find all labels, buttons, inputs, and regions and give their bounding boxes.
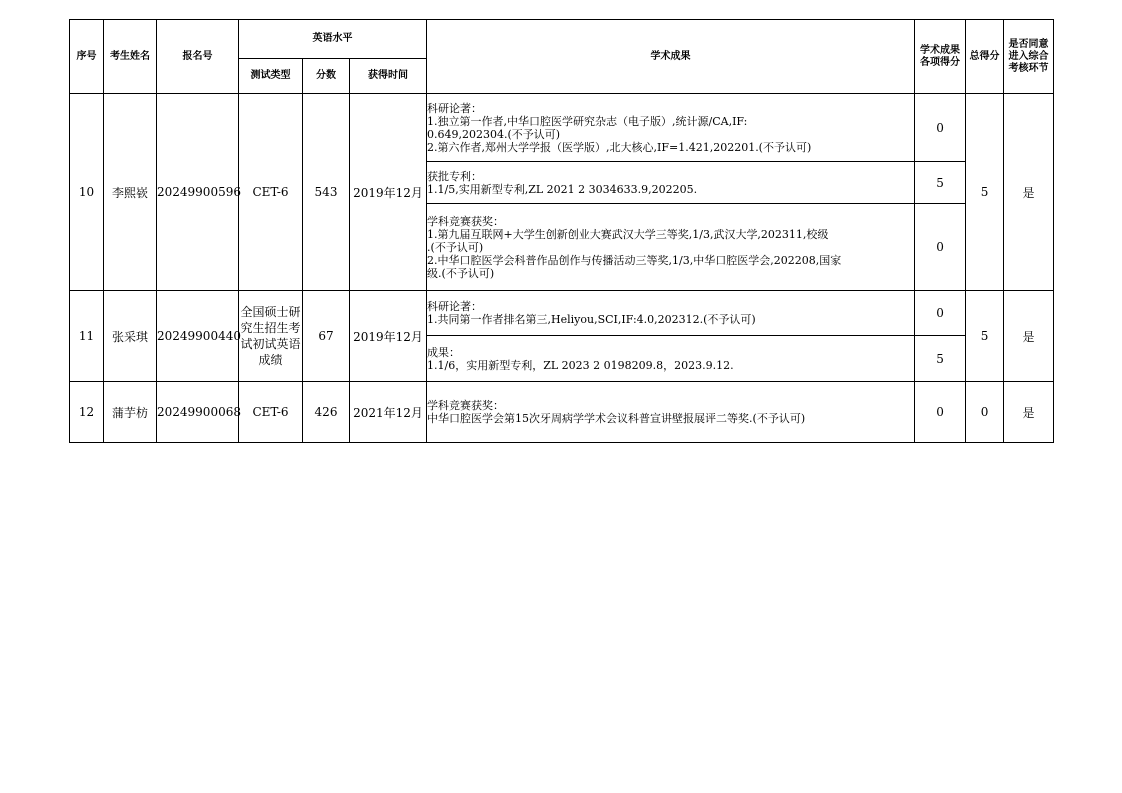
header-obtained-time: 获得时间 [350, 59, 427, 94]
header-english-level: 英语水平 [239, 20, 427, 59]
header-agree-line: 进入综合 [1008, 50, 1049, 62]
achievement-line: 级.(不予认可) [427, 266, 495, 280]
cell-achievement [427, 94, 915, 162]
results-table [69, 19, 1054, 443]
achievement-line: 2.中华口腔医学会科普作品创作与传播活动三等奖,1/3,中华口腔医学会,202208,国家 [427, 253, 842, 267]
cell-score: 426 [303, 382, 350, 443]
cell-achievement [427, 291, 915, 336]
cell-achievement [427, 204, 915, 291]
achievement-line: 1.1/6，实用新型专利，ZL 2023 2 0198209.8，2023.9.12. [427, 358, 734, 372]
cell-reg-no: 20249900068 [157, 382, 239, 443]
cell-reg-no: 20249900440 [157, 291, 239, 382]
header-total: 总得分 [966, 20, 1004, 94]
cell-achievement [427, 336, 915, 382]
header-test-type: 测试类型 [239, 59, 303, 94]
cell-item-score: 5 [915, 162, 966, 204]
cell-obtained-time: 2019年12月 [350, 94, 427, 291]
achievement-line: 获批专利： [427, 169, 483, 183]
cell-agree: 是 [1004, 382, 1054, 443]
achievement-line: 科研论著： [427, 300, 483, 313]
cell-test-type: CET-6 [239, 94, 303, 291]
achievement-line: 成果： [427, 345, 461, 359]
achievement-line: 1.独立第一作者,中华口腔医学研究杂志（电子版）,统计源/CA,IF: [427, 114, 748, 128]
achievement-line: 2.第六作者,郑州大学学报（医学版）,北大核心,IF=1.421,202201.(不予认可) [427, 140, 812, 154]
cell-reg-no: 20249900596 [157, 94, 239, 291]
achievement-line: 1.共同第一作者排名第三,Heliyou,SCI,IF:4.0,202312.(不予认可) [427, 313, 756, 326]
achievement-line: 中华口腔医学会第15次牙周病学学术会议科普宣讲壁报展评二等奖.(不予认可) [427, 412, 806, 425]
achievement-line: 1.1/5,实用新型专利,ZL 2021 2 3034633.9,202205. [427, 182, 698, 196]
cell-item-score: 0 [915, 382, 966, 443]
header-item-score [915, 20, 966, 94]
cell-achievement [427, 382, 915, 443]
table-row [70, 94, 1054, 162]
header-reg-no: 报名号 [157, 20, 239, 94]
header-score: 分数 [303, 59, 350, 94]
cell-name: 李熙嵚 [104, 94, 157, 291]
cell-obtained-time: 2021年12月 [350, 382, 427, 443]
cell-seq: 10 [70, 94, 104, 291]
cell-agree: 是 [1004, 291, 1054, 382]
achievement-line: 科研论著： [427, 101, 483, 115]
header-seq: 序号 [70, 20, 104, 94]
cell-item-score: 5 [915, 336, 966, 382]
cell-name: 蒲芋枋 [104, 382, 157, 443]
header-agree-line: 是否同意 [1008, 38, 1049, 50]
cell-item-score: 0 [915, 291, 966, 336]
cell-total: 0 [966, 382, 1004, 443]
cell-agree: 是 [1004, 94, 1054, 291]
header-agree [1004, 20, 1054, 94]
header-academic: 学术成果 [427, 20, 915, 94]
header-name: 考生姓名 [104, 20, 157, 94]
achievement-line: .(不予认可) [427, 240, 484, 254]
table-body [70, 94, 1054, 443]
cell-achievement [427, 162, 915, 204]
table-row [70, 382, 1054, 443]
cell-obtained-time: 2019年12月 [350, 291, 427, 382]
achievement-line: 学科竞赛获奖： [427, 399, 505, 412]
header-item-score-line: 各项得分 [920, 56, 961, 68]
cell-seq: 12 [70, 382, 104, 443]
table-row [70, 291, 1054, 336]
table-header [70, 20, 1054, 94]
cell-total: 5 [966, 291, 1004, 382]
cell-score: 67 [303, 291, 350, 382]
header-item-score-line: 学术成果 [920, 44, 961, 56]
cell-item-score: 0 [915, 94, 966, 162]
cell-test-type: 全国硕士研究生招生考试初试英语成绩 [239, 291, 303, 382]
cell-name: 张采琪 [104, 291, 157, 382]
header-agree-line: 考核环节 [1008, 62, 1049, 74]
achievement-line: 1.第九届互联网+大学生创新创业大赛武汉大学三等奖,1/3,武汉大学,202311,校级 [427, 227, 829, 241]
cell-score: 543 [303, 94, 350, 291]
cell-test-type: CET-6 [239, 382, 303, 443]
achievement-line: 0.649,202304.(不予认可) [427, 127, 561, 141]
cell-seq: 11 [70, 291, 104, 382]
cell-item-score: 0 [915, 204, 966, 291]
achievement-line: 学科竞赛获奖： [427, 214, 505, 228]
cell-total: 5 [966, 94, 1004, 291]
